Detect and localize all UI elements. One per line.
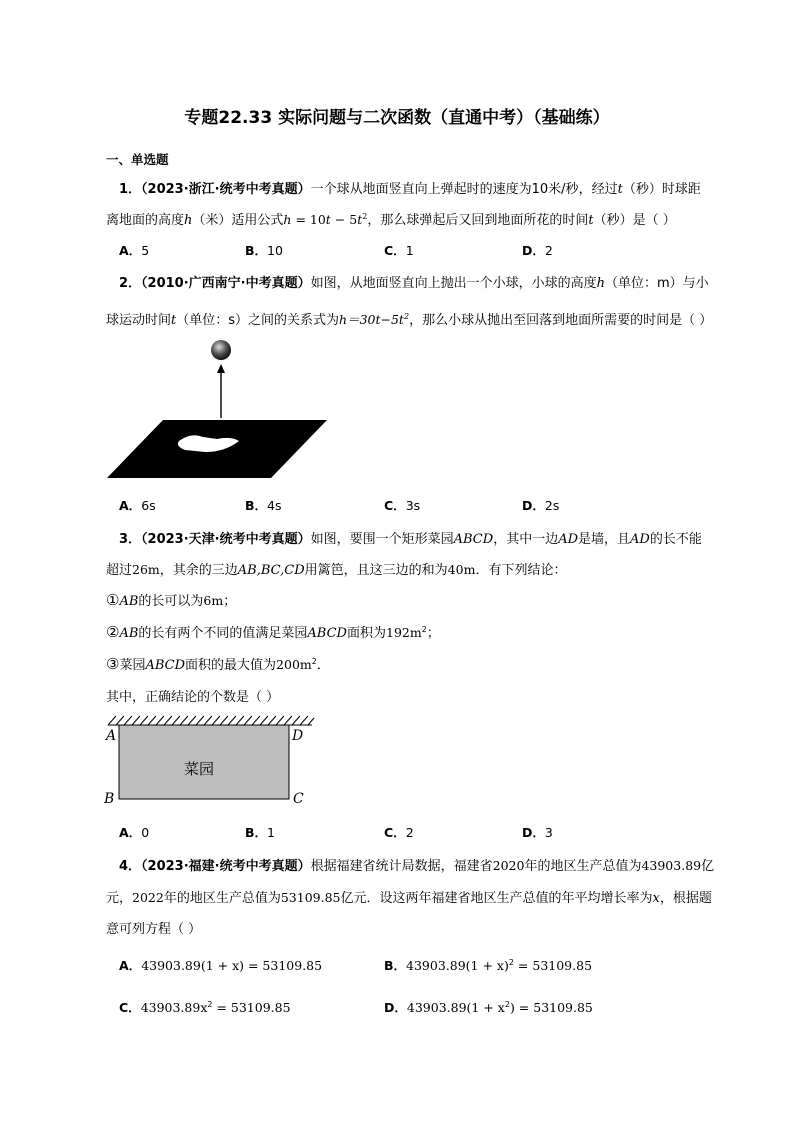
option-key: D．	[522, 825, 545, 840]
q3-mark: ②	[106, 623, 120, 641]
q3-mark: ①	[106, 591, 120, 609]
q1-var-t: t	[617, 182, 623, 197]
q3-text: ．	[316, 658, 330, 673]
q1-text: （秒）是（ ）	[593, 213, 676, 228]
q4-option-a[interactable]	[119, 956, 322, 974]
option-value: 43903.89(1 + x	[406, 1000, 505, 1015]
q3-text: 的长不能	[649, 532, 702, 547]
q4-line-3: 意可列方程（ ）	[106, 922, 202, 937]
q3-val: 6m	[203, 593, 224, 608]
q2-formula	[339, 312, 409, 327]
q3-text: 如图，要围一个矩形菜园	[310, 532, 454, 547]
option-value: 2	[544, 243, 553, 258]
option-value-tail: = 53109.85	[513, 958, 593, 973]
q1-number: 1．	[119, 182, 142, 197]
garden-figure	[100, 712, 318, 810]
q3-mark: ③	[106, 655, 120, 673]
option-key: D．	[522, 243, 545, 258]
q2-text: （单位：m）与小	[605, 276, 709, 291]
q2-text: 如图，从地面竖直向上抛出一个小球，小球的高度	[310, 276, 597, 291]
q1-var-h: h	[184, 213, 193, 228]
q2-option-b[interactable]	[245, 496, 282, 514]
option-key: C．	[384, 243, 406, 258]
q1-formula-part: h	[283, 212, 292, 227]
q2-var-t: t	[171, 313, 177, 328]
q3-line-2	[106, 559, 566, 578]
q2-option-c[interactable]	[384, 496, 420, 514]
q3-val: 192m	[386, 625, 422, 640]
q1-formula-part: − 5	[330, 212, 358, 227]
q3-len-26: 26m	[132, 562, 160, 577]
option-exponent: 2	[504, 1000, 510, 1009]
option-value: 4s	[267, 498, 282, 513]
q2-formula-part: h＝30t−5t	[339, 312, 404, 327]
option-value: 3s	[405, 498, 421, 513]
option-key: A．	[119, 498, 142, 513]
q2-option-d[interactable]	[522, 496, 559, 514]
option-value: 43903.89(1 + x) = 53109.85	[141, 958, 323, 973]
q3-abcd: ABCD	[145, 658, 186, 673]
q3-text: 的长有两个不同的值满足菜园	[138, 626, 308, 641]
q3-ask: 其中，正确结论的个数是（ ）	[106, 690, 280, 705]
q4-text: 亿元．设这两年福建省地区生产总值的年平均增长率为	[340, 891, 653, 906]
q3-text: 用篱笆，且这三边的和为	[304, 563, 448, 578]
q3-option-d[interactable]	[522, 823, 553, 841]
section-heading: 一、单选题	[106, 152, 169, 167]
q4-text: 元，	[106, 891, 133, 906]
q3-abcd: ABCD	[307, 626, 347, 641]
q1-var-t: t	[588, 213, 594, 228]
q4-text: 根据福建省统计局数据，福建省	[310, 859, 493, 874]
option-key: A．	[119, 958, 142, 973]
option-value: 5	[141, 243, 150, 258]
q4-text: 年的地区生产总值为	[163, 891, 281, 906]
q1-option-d[interactable]	[522, 241, 553, 259]
option-value-tail: ) = 53109.85	[509, 1000, 593, 1015]
option-exponent: 2	[207, 1000, 213, 1009]
option-value: 0	[141, 825, 150, 840]
vertex-b: B	[104, 791, 115, 807]
vertex-d: D	[292, 728, 304, 744]
option-value-tail: = 53109.85	[212, 1000, 291, 1015]
q3-sides: AB,BC,CD	[237, 563, 305, 578]
q2-option-a[interactable]	[119, 496, 156, 514]
q2-source: （2010·广西南宁·中考真题）	[141, 276, 311, 291]
q1-text: 离地面的高度	[106, 213, 185, 228]
garden-label: 菜园	[183, 760, 215, 778]
q3-line-1	[119, 528, 702, 547]
q1-formula-exponent: 2	[362, 212, 368, 221]
option-key: B．	[245, 825, 268, 840]
q4-option-b[interactable]	[384, 956, 592, 974]
q4-value-2022: 53109.85	[280, 890, 341, 905]
page-title: 专题22.33 实际问题与二次函数（直通中考）（基础练）	[184, 108, 610, 128]
q3-number: 3．	[119, 532, 142, 547]
option-value: 1	[267, 825, 275, 840]
q4-value-2020: 43903.89	[641, 858, 702, 873]
q2-text: 球运动时间	[106, 313, 172, 328]
q4-var-x: x	[652, 891, 660, 906]
q3-text: ，其中一边	[493, 532, 559, 547]
option-key: C．	[119, 1000, 141, 1015]
q4-text: 年的地区生产总值为	[524, 859, 642, 874]
option-value: 2	[405, 825, 414, 840]
q3-conclusion-1	[106, 590, 236, 609]
q2-number: 2．	[119, 276, 142, 291]
q1-source: （2023·浙江·统考中考真题）	[141, 182, 311, 197]
option-key: A．	[119, 825, 142, 840]
q3-ad: AD	[558, 532, 579, 547]
option-key: D．	[522, 498, 545, 513]
q1-option-c[interactable]	[384, 241, 414, 259]
option-key: C．	[384, 825, 406, 840]
q3-option-b[interactable]	[245, 823, 275, 841]
q3-text: 是墙，且	[578, 532, 631, 547]
q1-speed: 10米/秒	[531, 182, 579, 197]
q3-len-40: 40m	[447, 562, 476, 577]
q3-option-c[interactable]	[384, 823, 414, 841]
q2-text: （单位：s）之间的关系式为	[176, 313, 340, 328]
q3-text: 面积为	[346, 626, 386, 641]
q3-text: ．有下列结论：	[475, 563, 567, 578]
q3-val: 200m	[276, 657, 312, 672]
q2-line-2	[106, 309, 712, 328]
wall-hatch	[108, 716, 314, 725]
q1-text: 一个球从地面竖直向上弹起时的速度为	[310, 182, 532, 197]
option-exponent: 2	[508, 958, 514, 967]
q1-line-2	[106, 209, 676, 228]
q3-text: 的长可以为	[138, 594, 204, 609]
q1-option-b[interactable]	[245, 241, 283, 259]
q4-line-1	[119, 855, 714, 874]
q2-var-h: h	[596, 276, 605, 291]
thrown-ball-figure	[105, 338, 330, 480]
q3-text: 菜园	[119, 658, 146, 673]
option-key: B．	[245, 498, 268, 513]
q1-option-a[interactable]	[119, 241, 149, 259]
q1-formula-part: = 10	[291, 212, 326, 227]
q3-source: （2023·天津·统考中考真题）	[141, 532, 311, 547]
q2-formula-exponent: 2	[403, 312, 410, 321]
q1-text: （米）适用公式	[192, 213, 284, 228]
q1-formula-part: t	[325, 212, 331, 227]
option-key: B．	[245, 243, 268, 258]
q3-abcd: ABCD	[453, 532, 494, 547]
q3-ab: AB	[119, 626, 139, 641]
q1-formula-part: t	[357, 212, 363, 227]
q3-conclusion-2	[106, 622, 440, 641]
q2-line-1	[119, 272, 709, 291]
q1-text: ，经过	[578, 182, 618, 197]
q3-text: ，其余的三边	[159, 563, 238, 578]
q1-text: （秒）时球距	[622, 182, 701, 197]
q4-text: ，根据题	[659, 891, 712, 906]
q4-year-2022: 2022	[132, 890, 164, 905]
option-value: 10	[267, 243, 283, 258]
q3-option-a[interactable]	[119, 823, 149, 841]
option-value: 3	[544, 825, 553, 840]
q4-text: 亿	[701, 859, 715, 874]
q4-source: （2023·福建·统考中考真题）	[141, 859, 311, 874]
vertex-a: A	[106, 728, 117, 744]
q4-option-d[interactable]	[384, 998, 593, 1016]
option-key: D．	[384, 1000, 407, 1015]
option-value: 43903.89x	[140, 1000, 208, 1015]
q3-exp: 2	[311, 657, 317, 666]
q3-conclusion-3	[106, 654, 330, 673]
q4-option-c[interactable]	[119, 998, 291, 1016]
option-value: 2s	[544, 498, 560, 513]
q2-text: ，那么小球从抛出至回落到地面所需要的时间是（ ）	[409, 313, 713, 328]
q3-exp: 2	[421, 625, 427, 634]
q3-text: 超过	[106, 563, 133, 578]
q4-line-2	[106, 887, 712, 906]
q1-text: ，那么球弹起后又回到地面所花的时间	[367, 213, 589, 228]
q4-number: 4．	[119, 859, 142, 874]
option-key: C．	[384, 498, 406, 513]
ball-icon	[211, 340, 231, 360]
option-value: 43903.89(1 + x)	[406, 958, 509, 973]
q3-ab: AB	[119, 594, 139, 609]
q3-text: ；	[223, 594, 237, 609]
option-key: A．	[119, 243, 142, 258]
arrow-head-icon	[217, 364, 225, 373]
q3-ad: AD	[630, 532, 650, 547]
q1-line-1	[119, 178, 701, 197]
q4-year-2020: 2020	[492, 858, 525, 873]
vertex-c: C	[293, 791, 304, 807]
q3-text: ；	[426, 626, 440, 641]
option-value: 6s	[141, 498, 156, 513]
option-key: B．	[384, 958, 407, 973]
q3-text: 面积的最大值为	[185, 658, 277, 673]
option-value: 1	[405, 243, 414, 258]
q1-formula	[283, 212, 367, 227]
